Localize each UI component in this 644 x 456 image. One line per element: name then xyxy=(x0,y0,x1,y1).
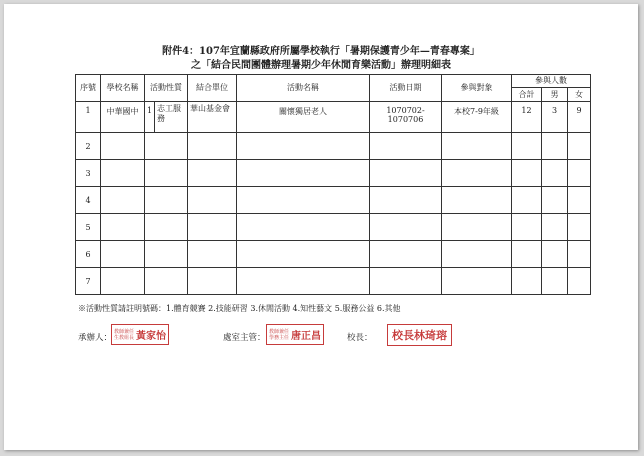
cell-nature xyxy=(145,160,188,187)
cell-total: 12 xyxy=(512,102,542,133)
cell-date: 1070702-1070706 xyxy=(370,102,442,133)
table-row xyxy=(76,268,591,295)
header-male: 男 xyxy=(542,88,568,102)
cell-partner xyxy=(188,133,237,160)
cell-nature xyxy=(145,187,188,214)
header-activity: 活動名稱 xyxy=(237,75,370,102)
header-school: 學校名稱 xyxy=(101,75,145,102)
cell-school xyxy=(101,133,145,160)
table-row xyxy=(76,214,591,241)
cell-school xyxy=(101,241,145,268)
table-row xyxy=(76,133,591,160)
cell-seq: 2 xyxy=(76,133,101,160)
header-seq: 序號 xyxy=(76,75,101,102)
header-date: 活動日期 xyxy=(370,75,442,102)
cell-nature-code: 1 xyxy=(145,102,155,133)
principal-stamp xyxy=(387,324,452,346)
cell-target: 本校7-9年級 xyxy=(442,102,512,133)
cell-female xyxy=(568,214,591,241)
header-nature: 活動性質 xyxy=(145,75,188,102)
cell-female: 9 xyxy=(568,102,591,133)
handler-stamp-title-line1: 教師兼任 xyxy=(114,328,135,335)
header-total: 合計 xyxy=(512,88,542,102)
cell-nature xyxy=(145,241,188,268)
cell-date xyxy=(370,268,442,295)
cell-activity xyxy=(237,268,370,295)
cell-seq: 1 xyxy=(76,102,101,133)
cell-date xyxy=(370,241,442,268)
handler-stamp-title-line2: 生教組長 xyxy=(114,334,135,341)
table-row xyxy=(76,160,591,187)
table-row xyxy=(76,102,591,133)
document-title-line2: 之「結合民間團體辦理暑期少年休閒育樂活動」辦理明細表 xyxy=(191,60,451,71)
detail-table xyxy=(75,74,591,295)
cell-male xyxy=(542,268,568,295)
cell-seq: 5 xyxy=(76,214,101,241)
cell-target xyxy=(442,268,512,295)
document-page xyxy=(4,4,638,450)
director-stamp-title-line1: 教師兼任 xyxy=(269,328,290,335)
cell-total xyxy=(512,160,542,187)
director-label: 處室主管： xyxy=(223,333,266,343)
cell-male xyxy=(542,160,568,187)
cell-partner xyxy=(188,241,237,268)
cell-activity xyxy=(237,160,370,187)
cell-male xyxy=(542,133,568,160)
header-participants: 參與人數 xyxy=(512,75,591,88)
cell-male xyxy=(542,187,568,214)
cell-seq: 6 xyxy=(76,241,101,268)
cell-activity xyxy=(237,214,370,241)
handler-stamp xyxy=(111,324,169,345)
cell-target xyxy=(442,214,512,241)
cell-activity xyxy=(237,133,370,160)
principal-label: 校長： xyxy=(347,333,373,343)
table-row xyxy=(76,187,591,214)
cell-partner xyxy=(188,214,237,241)
table-row xyxy=(76,241,591,268)
cell-total xyxy=(512,268,542,295)
cell-female xyxy=(568,133,591,160)
cell-nature xyxy=(145,133,188,160)
cell-target xyxy=(442,160,512,187)
cell-school xyxy=(101,187,145,214)
cell-activity xyxy=(237,187,370,214)
cell-nature: 志工服務 xyxy=(155,102,188,133)
cell-date xyxy=(370,133,442,160)
cell-total xyxy=(512,241,542,268)
cell-female xyxy=(568,187,591,214)
cell-partner xyxy=(188,160,237,187)
activity-nature-notes: ※活動性質請註明號碼：1.體育競賽 2.技能研習 3.休閒活動 4.知性藝文 5.服務公益 6.其他 xyxy=(78,304,401,313)
cell-female xyxy=(568,160,591,187)
cell-partner xyxy=(188,268,237,295)
cell-male xyxy=(542,241,568,268)
handler-stamp-title xyxy=(114,329,134,341)
cell-target xyxy=(442,187,512,214)
cell-activity: 關懷獨居老人 xyxy=(237,102,370,133)
cell-seq: 7 xyxy=(76,268,101,295)
document-title-line1: 附件4：107年宜蘭縣政府所屬學校執行「暑期保護青少年—青春專案」 xyxy=(162,46,480,57)
handler-stamp-name: 黃家怡 xyxy=(136,331,167,342)
cell-school xyxy=(101,160,145,187)
cell-date xyxy=(370,160,442,187)
cell-target xyxy=(442,241,512,268)
cell-school xyxy=(101,268,145,295)
cell-school xyxy=(101,214,145,241)
cell-male: 3 xyxy=(542,102,568,133)
director-stamp-title-line2: 學務主任 xyxy=(269,334,290,341)
principal-stamp-text: 校長林琦瑢 xyxy=(392,329,447,342)
cell-seq: 4 xyxy=(76,187,101,214)
cell-activity xyxy=(237,241,370,268)
handler-label: 承辦人： xyxy=(78,333,113,343)
header-target: 參與對象 xyxy=(442,75,512,102)
cell-school: 中華國中 xyxy=(101,102,145,133)
header-partner: 結合單位 xyxy=(188,75,237,102)
cell-date xyxy=(370,187,442,214)
cell-target xyxy=(442,133,512,160)
cell-seq: 3 xyxy=(76,160,101,187)
director-stamp xyxy=(266,324,324,345)
director-stamp-title xyxy=(269,329,289,341)
cell-total xyxy=(512,133,542,160)
cell-total xyxy=(512,187,542,214)
director-stamp-name: 唐正昌 xyxy=(291,331,322,342)
cell-male xyxy=(542,214,568,241)
cell-date xyxy=(370,214,442,241)
header-female: 女 xyxy=(568,88,591,102)
cell-partner: 華山基金會 xyxy=(188,102,237,133)
cell-nature xyxy=(145,214,188,241)
cell-partner xyxy=(188,187,237,214)
cell-female xyxy=(568,268,591,295)
cell-total xyxy=(512,214,542,241)
cell-nature xyxy=(145,268,188,295)
cell-female xyxy=(568,241,591,268)
